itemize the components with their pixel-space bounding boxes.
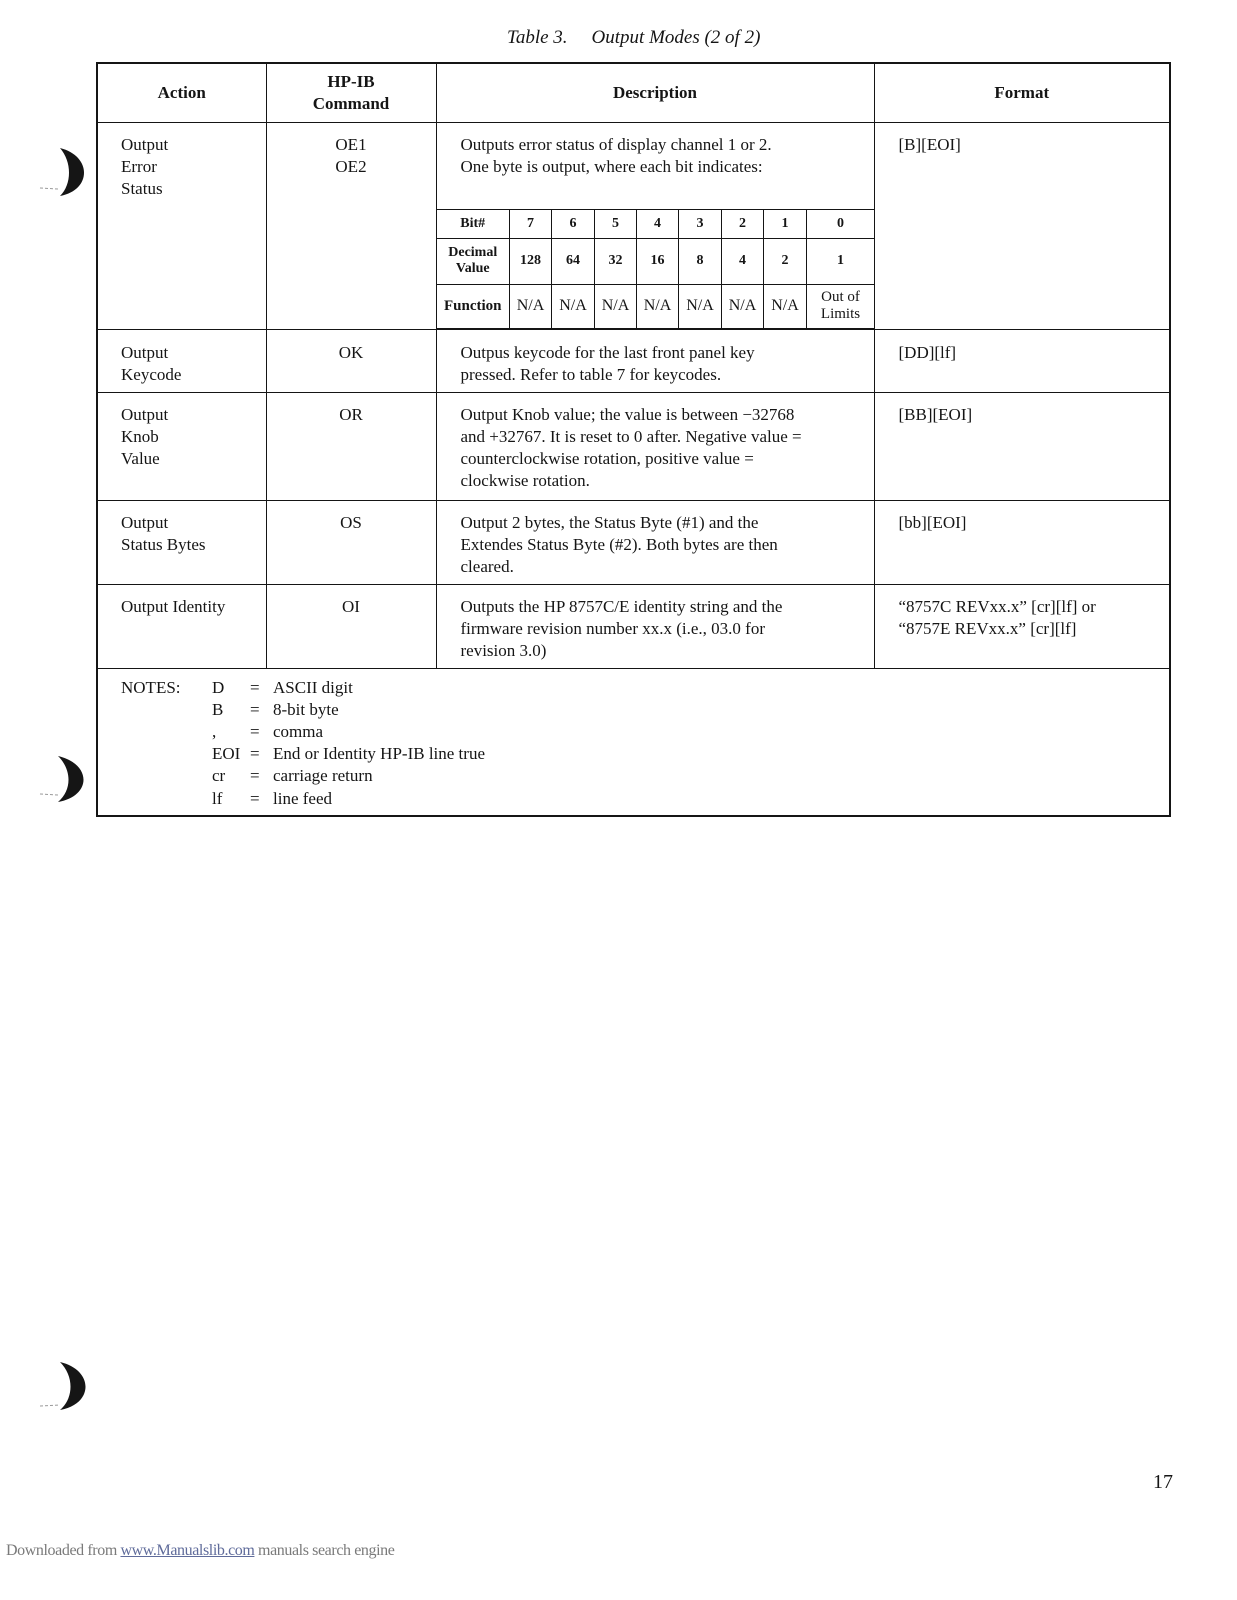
header-command-line: Command bbox=[312, 93, 390, 113]
function-cell: N/A bbox=[722, 284, 764, 328]
header-command-line: HP-IB bbox=[327, 71, 375, 91]
description-cell bbox=[436, 584, 874, 668]
action-cell bbox=[97, 500, 266, 584]
note-symbol: , bbox=[212, 721, 217, 741]
footer-suffix: manuals search engine bbox=[254, 1542, 395, 1559]
binding-hole-mark bbox=[36, 144, 92, 200]
table-row bbox=[97, 329, 1170, 392]
note-equals: = bbox=[250, 788, 260, 808]
format-line: [B][EOI] bbox=[898, 134, 961, 154]
notes-list bbox=[121, 677, 1169, 810]
bit-cell: 7 bbox=[510, 209, 552, 238]
format-cell bbox=[874, 329, 1170, 392]
note-meaning: line feed bbox=[273, 788, 332, 808]
command-line: OK bbox=[338, 342, 364, 362]
notes-row bbox=[97, 668, 1170, 816]
decimal-cell: 2 bbox=[764, 238, 807, 284]
table-title: Output Modes (2 of 2) bbox=[591, 27, 761, 48]
note-meaning: comma bbox=[273, 721, 324, 741]
note-meaning: ASCII digit bbox=[273, 677, 353, 697]
table-caption bbox=[507, 25, 760, 51]
note-equals: = bbox=[250, 699, 260, 719]
format-line: “8757C REVxx.x” [cr][lf] or bbox=[898, 596, 1096, 616]
bit-cell: 3 bbox=[679, 209, 722, 238]
description-line: counterclockwise rotation, positive value = bbox=[460, 448, 754, 468]
description-cell bbox=[436, 500, 874, 584]
function-cell: N/A bbox=[510, 284, 552, 328]
action-line: Knob bbox=[121, 426, 159, 446]
format-cell bbox=[874, 500, 1170, 584]
action-cell bbox=[97, 122, 266, 329]
action-cell bbox=[97, 329, 266, 392]
action-line: Value bbox=[121, 448, 160, 468]
note-symbol: D bbox=[212, 677, 225, 697]
action-line: Output bbox=[121, 342, 169, 362]
description-line: Outputs the HP 8757C/E identity string and the bbox=[460, 596, 783, 616]
description-line: and +32767. It is reset to 0 after. Negative value = bbox=[460, 426, 802, 446]
format-line: [DD][lf] bbox=[898, 342, 957, 362]
page-number: 17 bbox=[1153, 1471, 1173, 1493]
note-meaning: 8-bit byte bbox=[273, 699, 339, 719]
note-symbol: cr bbox=[212, 766, 226, 786]
header-format: Format bbox=[874, 63, 1170, 122]
bit-cell: 6 bbox=[552, 209, 595, 238]
table-row bbox=[97, 584, 1170, 668]
command-cell bbox=[266, 584, 436, 668]
function-cell: Out of Limits bbox=[807, 284, 875, 328]
decimal-cell: 16 bbox=[637, 238, 679, 284]
note-equals: = bbox=[250, 721, 260, 741]
description-line: cleared. bbox=[460, 556, 514, 576]
command-line: OE1 bbox=[335, 134, 367, 154]
format-line: “8757E REVxx.x” [cr][lf] bbox=[898, 618, 1077, 638]
command-cell bbox=[266, 122, 436, 329]
note-equals: = bbox=[250, 744, 260, 764]
description-cell bbox=[436, 122, 874, 329]
manualslib-link[interactable]: www.Manualslib.com bbox=[120, 1542, 255, 1559]
action-line: Keycode bbox=[121, 364, 182, 384]
command-cell bbox=[266, 329, 436, 392]
command-line: OE2 bbox=[335, 156, 367, 176]
description-line: Output Knob value; the value is between −32768 bbox=[460, 404, 795, 424]
bit-cell: 4 bbox=[637, 209, 679, 238]
command-cell bbox=[266, 500, 436, 584]
description-cell bbox=[436, 329, 874, 392]
bit-cell: 2 bbox=[722, 209, 764, 238]
header-action: Action bbox=[97, 63, 266, 122]
decimal-cell: 1 bbox=[807, 238, 875, 284]
description-line: One byte is output, where each bit indicates: bbox=[460, 156, 763, 176]
note-symbol: lf bbox=[212, 788, 223, 808]
function-cell: N/A bbox=[764, 284, 807, 328]
header-command bbox=[266, 63, 436, 122]
footer-prefix: Downloaded from bbox=[6, 1542, 121, 1559]
format-line: [BB][EOI] bbox=[898, 404, 973, 424]
function-cell: N/A bbox=[595, 284, 637, 328]
description-line: clockwise rotation. bbox=[460, 470, 590, 490]
description-line: Extendes Status Byte (#2). Both bytes are then bbox=[460, 534, 778, 554]
function-row bbox=[437, 284, 875, 328]
action-line: Status bbox=[121, 178, 163, 198]
table-number: Table 3. bbox=[507, 27, 568, 48]
description-line: Outpus keycode for the last front panel key bbox=[460, 342, 755, 362]
description-line: revision 3.0) bbox=[460, 640, 547, 660]
bit-cell: 0 bbox=[807, 209, 875, 238]
action-line: Status Bytes bbox=[121, 534, 206, 554]
format-cell bbox=[874, 584, 1170, 668]
function-cell: N/A bbox=[679, 284, 722, 328]
note-meaning: End or Identity HP-IB line true bbox=[273, 744, 485, 764]
note-symbol: EOI bbox=[212, 744, 241, 764]
command-line: OR bbox=[339, 404, 363, 424]
description-cell bbox=[436, 392, 874, 500]
output-modes-table bbox=[96, 62, 1171, 817]
command-line: OS bbox=[340, 512, 362, 532]
decimal-value-row bbox=[437, 238, 875, 284]
description-line: firmware revision number xx.x (i.e., 03.0 for bbox=[460, 618, 765, 638]
note-equals: = bbox=[250, 677, 260, 697]
note-equals: = bbox=[250, 766, 260, 786]
action-line: Output bbox=[121, 134, 169, 154]
download-footer bbox=[6, 1541, 394, 1561]
action-line: Output bbox=[121, 404, 169, 424]
function-cell: N/A bbox=[637, 284, 679, 328]
binding-hole-mark bbox=[36, 1358, 94, 1414]
decimal-cell: 32 bbox=[595, 238, 637, 284]
description-line: pressed. Refer to table 7 for keycodes. bbox=[460, 364, 722, 384]
description-line: Output 2 bytes, the Status Byte (#1) and the bbox=[460, 512, 759, 532]
format-cell bbox=[874, 122, 1170, 329]
table-row bbox=[97, 392, 1170, 500]
action-line: Error bbox=[121, 156, 157, 176]
description-line: Outputs error status of display channel 1 or 2. bbox=[460, 134, 772, 154]
notes-cell bbox=[97, 668, 1170, 816]
decimal-cell: 4 bbox=[722, 238, 764, 284]
action-cell bbox=[97, 584, 266, 668]
decimal-value-label: Decimal Value bbox=[437, 238, 510, 284]
command-line: OI bbox=[342, 596, 360, 616]
bit-cell: 5 bbox=[595, 209, 637, 238]
header-row bbox=[97, 63, 1170, 122]
command-cell bbox=[266, 392, 436, 500]
binding-hole-mark bbox=[36, 752, 92, 808]
table-row bbox=[97, 122, 1170, 329]
function-cell: N/A bbox=[552, 284, 595, 328]
format-cell bbox=[874, 392, 1170, 500]
note-meaning: carriage return bbox=[273, 766, 373, 786]
decimal-cell: 8 bbox=[679, 238, 722, 284]
bit-label: Bit# bbox=[437, 209, 510, 238]
bit-number-row bbox=[437, 209, 875, 238]
table-row bbox=[97, 500, 1170, 584]
action-cell bbox=[97, 392, 266, 500]
decimal-cell: 64 bbox=[552, 238, 595, 284]
header-description: Description bbox=[436, 63, 874, 122]
note-symbol: B bbox=[212, 699, 224, 719]
decimal-cell: 128 bbox=[510, 238, 552, 284]
action-line: Output Identity bbox=[121, 596, 226, 616]
bit-cell: 1 bbox=[764, 209, 807, 238]
bit-table bbox=[437, 209, 876, 329]
action-line: Output bbox=[121, 512, 169, 532]
function-label: Function bbox=[437, 284, 510, 328]
notes-label: NOTES: bbox=[121, 677, 181, 697]
format-line: [bb][EOI] bbox=[898, 512, 967, 532]
